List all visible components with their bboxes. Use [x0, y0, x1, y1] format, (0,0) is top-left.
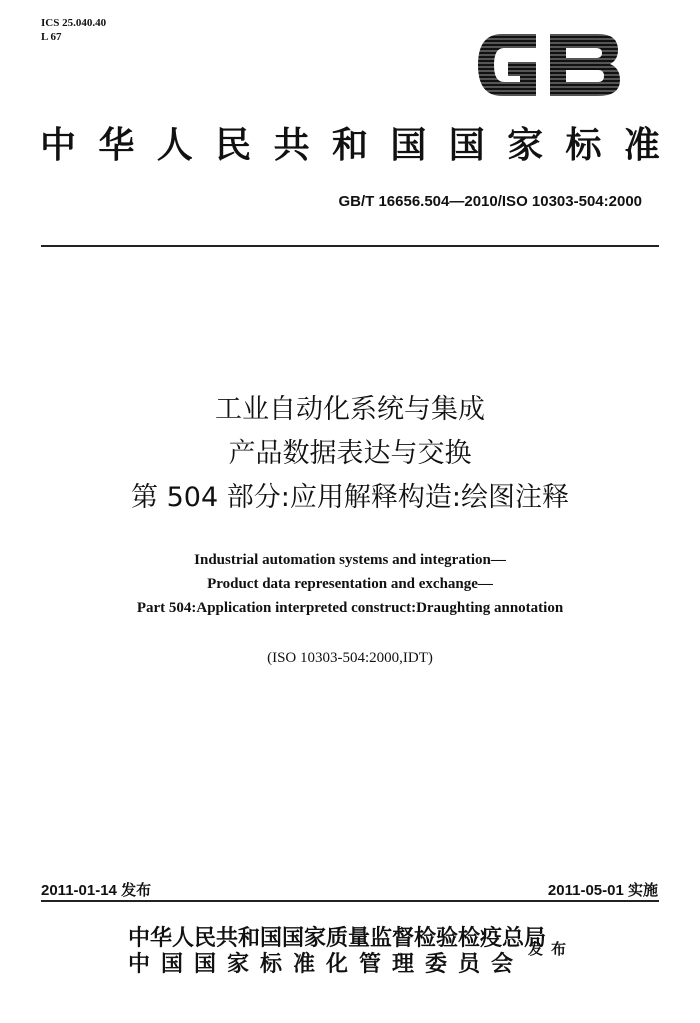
title-char: 国 — [390, 124, 427, 166]
footer-divider — [41, 900, 659, 902]
title-char: 共 — [273, 124, 310, 166]
standard-number: GB/T 16656.504—2010/ISO 10303-504:2000 — [338, 193, 642, 210]
title-char: 华 — [98, 124, 135, 166]
title-char: 准 — [623, 124, 660, 166]
title-char: 中 — [40, 124, 77, 166]
cn-title-line3: 第 504 部分:应用解释构造:绘图注释 — [131, 482, 569, 513]
cn-title-line1: 工业自动化系统与集成 — [215, 394, 485, 425]
cn-title-line2: 产品数据表达与交换 — [228, 438, 472, 469]
implementation-date: 2011-05-01 实施 — [547, 882, 658, 899]
iso-reference: (ISO 10303-504:2000,IDT) — [267, 650, 433, 666]
ics-code: ICS 25.040.40 — [41, 17, 107, 29]
national-standard-title — [40, 122, 660, 168]
publish-label: 发布 — [528, 940, 575, 958]
gb-logo — [472, 24, 624, 106]
title-char: 民 — [215, 124, 252, 166]
title-char: 国 — [448, 124, 485, 166]
issuer-line2: 中国国家标准化管理委员会 — [128, 951, 525, 977]
issue-date: 2011-01-14 发布 — [41, 882, 152, 899]
ccs-code: L 67 — [41, 31, 62, 43]
issuer-line1: 中华人民共和国国家质量监督检验检疫总局 — [128, 925, 547, 951]
en-title-line2: Product data representation and exchange— — [207, 576, 493, 592]
en-title-line1: Industrial automation systems and integration— — [194, 552, 506, 568]
title-char: 家 — [507, 124, 544, 166]
en-title-line3: Part 504:Application interpreted construct:Draughting annotation — [136, 600, 564, 616]
title-char: 和 — [331, 124, 368, 166]
title-char: 标 — [565, 124, 602, 166]
header-divider — [41, 245, 659, 247]
title-char: 人 — [156, 124, 193, 166]
